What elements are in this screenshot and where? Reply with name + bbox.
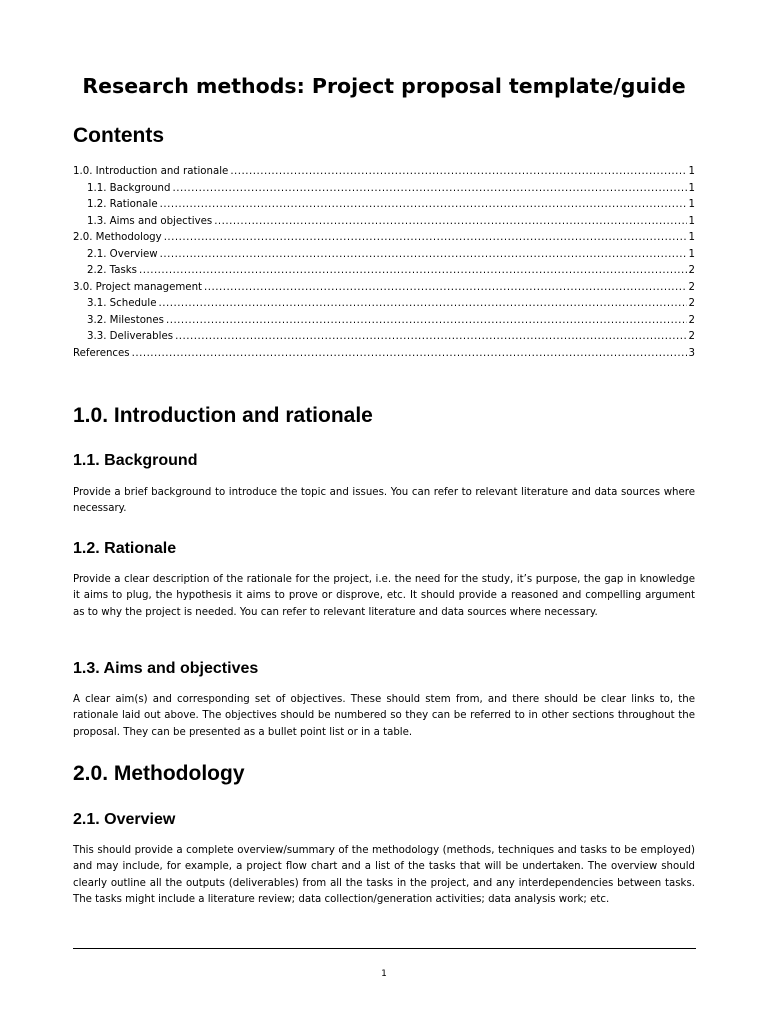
toc-dot-leader — [132, 346, 687, 363]
toc-dot-leader — [166, 313, 687, 330]
toc-entry-label: 3.2. Milestones — [87, 314, 164, 326]
page-number: 1 — [381, 969, 387, 979]
toc-entry-page: 2 — [688, 298, 695, 309]
toc-entry-page: 2 — [688, 314, 695, 326]
overview-paragraph: This should provide a complete overview/summary of the methodology (methods, techniques and tasks to be employed) and may include, for example, a project flow chart and a list of the tasks that will be undertaken. The overview should clearly outline all the outputs (deliverables) from all the tasks in the project, and any interdependencies between tasks. The tasks might include a literature review; data collection/generation activities; data analysis work; etc. — [73, 845, 695, 906]
rationale-paragraph: Provide a clear description of the rationale for the project, i.e. the need for the study, it’s purpose, the gap in knowledge it aims to plug, the hypothesis it aims to prove or disprove, etc. It should provide a reasoned and compelling argument as to why the project is needed. You can refer to relevant literature and data sources where necessary. — [73, 574, 695, 618]
subsection-heading-overview: 2.1. Overview — [73, 811, 176, 828]
toc-entry[interactable] — [73, 313, 695, 330]
toc-entry-label: 3.0. Project management — [73, 281, 203, 293]
toc-entry-label: 2.1. Overview — [87, 248, 158, 260]
toc-entry[interactable] — [73, 197, 695, 214]
background-paragraph: Provide a brief background to introduce the topic and issues. You can refer to relevant literature and data sources where necessary. — [73, 487, 695, 515]
toc-entry-page: 1 — [688, 232, 695, 243]
toc-dot-leader — [230, 164, 686, 181]
toc-entry[interactable] — [73, 230, 695, 247]
toc-entry-label: 2.2. Tasks — [87, 265, 137, 276]
toc-entry-label: 2.0. Methodology — [73, 232, 162, 243]
toc-entry-page: 1 — [688, 248, 695, 260]
document-title: Research methods: Project proposal template/guide — [82, 74, 686, 98]
aims-paragraph: A clear aim(s) and corresponding set of objectives. These should stem from, and there should be clear links to, the rationale laid out above. The objectives should be numbered so they can be referred to in other sections throughout the proposal. They can be presented as a bullet point list or in a table. — [73, 694, 695, 738]
toc-entry-label: 1.0. Introduction and rationale — [73, 166, 229, 177]
toc-entry[interactable] — [73, 214, 695, 231]
footer-divider — [73, 948, 696, 949]
toc-entry[interactable] — [73, 247, 695, 264]
toc-entry[interactable] — [73, 263, 695, 280]
table-of-contents — [73, 164, 695, 362]
subsection-heading-background: 1.1. Background — [73, 452, 198, 469]
toc-entry-label: 1.1. Background — [87, 182, 171, 194]
toc-entry-label: 1.2. Rationale — [87, 199, 158, 210]
toc-dot-leader — [214, 214, 686, 231]
toc-entry[interactable] — [73, 296, 695, 313]
toc-entry-label: 3.1. Schedule — [87, 298, 157, 309]
toc-dot-leader — [204, 280, 687, 297]
section-heading-methodology: 2.0. Methodology — [73, 762, 245, 785]
toc-entry[interactable] — [73, 280, 695, 297]
toc-entry-label: 3.3. Deliverables — [87, 331, 174, 342]
toc-entry[interactable] — [73, 164, 695, 181]
toc-entry[interactable] — [73, 346, 695, 363]
contents-heading: Contents — [73, 124, 164, 147]
section-heading-introduction: 1.0. Introduction and rationale — [73, 404, 373, 427]
toc-dot-leader — [172, 181, 686, 198]
subsection-heading-rationale: 1.2. Rationale — [73, 540, 177, 557]
toc-entry-page: 1 — [688, 199, 695, 210]
toc-entry-page: 1 — [688, 166, 695, 177]
toc-entry-page: 2 — [688, 281, 695, 293]
toc-dot-leader — [175, 329, 686, 346]
toc-entry-page: 3 — [688, 347, 695, 359]
toc-entry-label: References — [73, 347, 130, 359]
toc-dot-leader — [159, 296, 687, 313]
toc-entry[interactable] — [73, 181, 695, 198]
toc-entry-page: 2 — [688, 265, 695, 276]
toc-dot-leader — [139, 263, 687, 280]
toc-entry-page: 1 — [688, 215, 695, 227]
subsection-heading-aims: 1.3. Aims and objectives — [73, 660, 259, 677]
toc-entry-page: 2 — [688, 331, 695, 342]
toc-dot-leader — [160, 197, 687, 214]
toc-entry[interactable] — [73, 329, 695, 346]
toc-dot-leader — [164, 230, 687, 247]
toc-entry-page: 1 — [688, 182, 695, 194]
toc-entry-label: 1.3. Aims and objectives — [87, 215, 213, 227]
toc-dot-leader — [160, 247, 687, 264]
